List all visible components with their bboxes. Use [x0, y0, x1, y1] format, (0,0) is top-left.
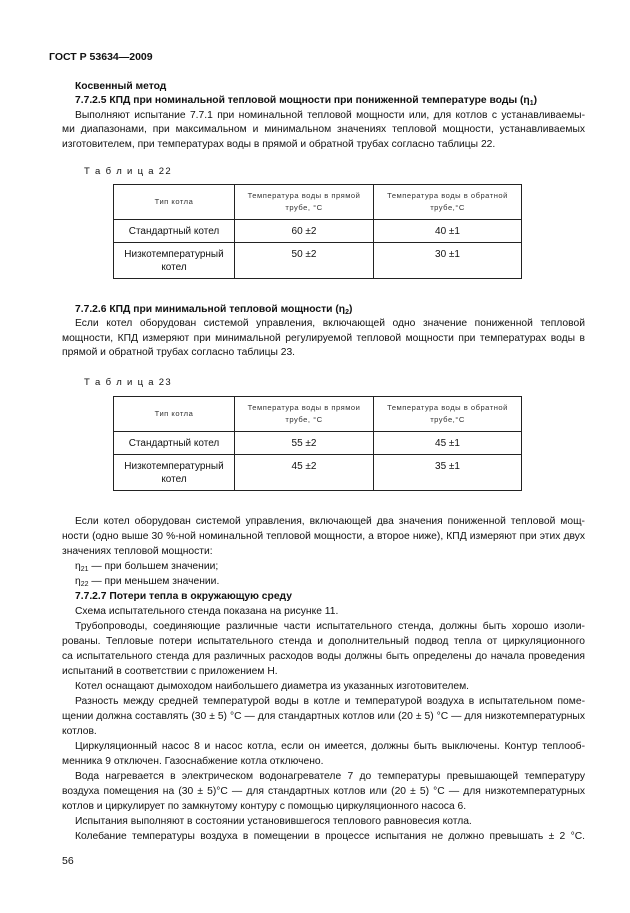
table-cell: 40 ±1: [374, 220, 522, 243]
table-cell: 35 ±1: [374, 455, 522, 491]
header-cell: Тип котла: [114, 397, 235, 432]
section-title: 7.7.2.7 Потери тепла в окружающую среду: [75, 591, 292, 602]
title-end: ): [533, 95, 538, 107]
table-cell: 55 ±2: [235, 432, 374, 455]
table-header-row: [114, 397, 522, 432]
paragraph-line: Выполняют испытание 7.7.1 при номинальной тепловой мощности или, для котлов с устанавливаемы-: [75, 109, 585, 121]
eta-symbol: η: [75, 576, 81, 587]
table-cell: 45 ±2: [235, 455, 374, 491]
section-title: [62, 94, 585, 108]
paragraph-line: Котел оснащают дымоходом наибольшего диаметра из указанных изготовителем.: [75, 681, 470, 692]
paragraph-line: щении должна составлять (30 ± 5) °С — для стандартных котлов или (20 ± 5) °С — для низкотемпературных: [62, 711, 585, 722]
section-heat-loss: [62, 514, 585, 844]
table-cell: 30 ±1: [374, 243, 522, 279]
paragraph-line: Вода нагревается в электрическом водонагревателе 7 до температуры превышающей температуру: [75, 771, 585, 782]
table-cell: 50 ±2: [235, 243, 374, 279]
title-subscript: 2: [345, 309, 349, 316]
paragraph-line: ности (одно выше 30 %-ной номинальной тепловой мощности, а второе ниже), КПД измеряют при этих двух: [62, 531, 585, 542]
header-cell: Температура воды в обратной трубе,°С: [374, 397, 522, 432]
paragraph-line: Схема испытательного стенда показана на рисунке 11.: [75, 606, 339, 617]
header-cell: Температура воды в прямои трубе, °С: [235, 397, 374, 432]
title-text: 7.7.2.5 КПД при номинальной тепловой мощности при пониженной температуре воды (η: [75, 95, 530, 107]
table-cell: Стандартный котел: [114, 220, 235, 243]
paragraph-line: са испытательного стенда для различных расходов воды должны быть определены до начала проведения: [62, 651, 585, 662]
document-header: ГОСТ Р 53634—2009: [49, 51, 153, 63]
eta-text: — при большем значении;: [88, 561, 219, 572]
section-min-power: [62, 303, 585, 361]
eta-subscript: 21: [80, 566, 89, 573]
header-cell: Тип котла: [114, 185, 235, 220]
title-text: 7.7.2.6 КПД при минимальной тепловой мощности (η: [75, 304, 346, 315]
title-subscript: 1: [529, 100, 534, 108]
paragraph-line: прямой и обратной трубах согласно таблицы 23.: [62, 347, 296, 359]
paragraph-line: мощности, КПД измеряют при минимальной регулируемой тепловой мощности при температурах воды в: [62, 332, 585, 344]
paragraph-line: Если котел оборудован системой управления, включающей два значения пониженной тепловой мощ-: [75, 516, 585, 527]
paragraph-line: ми диапазонами, при максимальном и минимальном значениях тепловой мощности, устанавливаемых: [62, 124, 585, 136]
section-title: [62, 303, 585, 317]
paragraph-line: Циркуляционный насос 8 и насос котла, если он имеется, должны быть выключены. Контур теплооб-: [75, 741, 585, 752]
paragraph-line: Разность между средней температурой воды в котле и температурой воздуха в испытательном поме-: [75, 696, 585, 707]
paragraph-line: Испытания выполняют в состоянии установившегося теплового равновесия котла.: [75, 816, 472, 827]
page-number: 56: [62, 855, 74, 867]
table-caption: Т а б л и ц а 23: [84, 377, 172, 388]
table-row: [114, 432, 522, 455]
table-22: [113, 184, 522, 279]
eta22-item: [62, 574, 585, 589]
header-cell: Температура воды в прямой трубе, °С: [235, 185, 374, 220]
paragraph-line: котлов.: [62, 726, 97, 737]
paragraph-line: воздуха помещения на (30 ± 5)°С — для стандартных котлов или (20 ± 5) °С — для низкотемпературных: [62, 786, 585, 797]
paragraph-line: котлов и циркулирует по замкнутому контуру с помощью циркуляционного насоса 6.: [62, 801, 467, 812]
paragraph-line: испытаний в соответствии с приложением Н.: [62, 666, 278, 677]
eta-symbol: η: [75, 561, 81, 572]
paragraph-line: рованы. Тепловые потери испытательного стенда и дополнительный подвод тепла от циркуляционного: [62, 636, 585, 647]
table-row: [114, 220, 522, 243]
section-indirect-method: [62, 80, 585, 152]
eta21-item: [62, 559, 585, 574]
paragraph-line: Если котел оборудован системой управления, включающей одно значение пониженной тепловой: [75, 318, 585, 330]
title-end: ): [348, 304, 353, 315]
table-cell: 60 ±2: [235, 220, 374, 243]
paragraph-line: Колебание температуры воздуха в помещении в процессе испытания не должно превышать ± 2 °С.: [75, 831, 585, 842]
eta-subscript: 22: [80, 581, 89, 588]
paragraph-line: Трубопроводы, соединяющие различные части испытательного стенда, должны быть хорошо изоли-: [75, 621, 585, 632]
table-cell: Низкотемпературный котел: [114, 243, 235, 279]
table-cell: Стандартный котел: [114, 432, 235, 455]
table-caption: Т а б л и ц а 22: [84, 166, 172, 177]
table-23: [113, 396, 522, 491]
header-cell: Температура воды в обратной трубе,°С: [374, 185, 522, 220]
table-header-row: [114, 185, 522, 220]
table-row: [114, 243, 522, 279]
section-heading: Косвенный метод: [75, 81, 167, 92]
paragraph-line: изготовителем, при температурах воды в прямой и обратной трубах согласно таблицы 22.: [62, 138, 496, 150]
table-cell: Низкотемпературный котел: [114, 455, 235, 491]
eta-text: — при меньшем значении.: [88, 576, 220, 587]
paragraph-line: менника 9 отключен. Газоснабжение котла отключено.: [62, 756, 324, 767]
table-row: [114, 455, 522, 491]
table-cell: 45 ±1: [374, 432, 522, 455]
paragraph-line: значениях тепловой мощности:: [62, 546, 213, 557]
